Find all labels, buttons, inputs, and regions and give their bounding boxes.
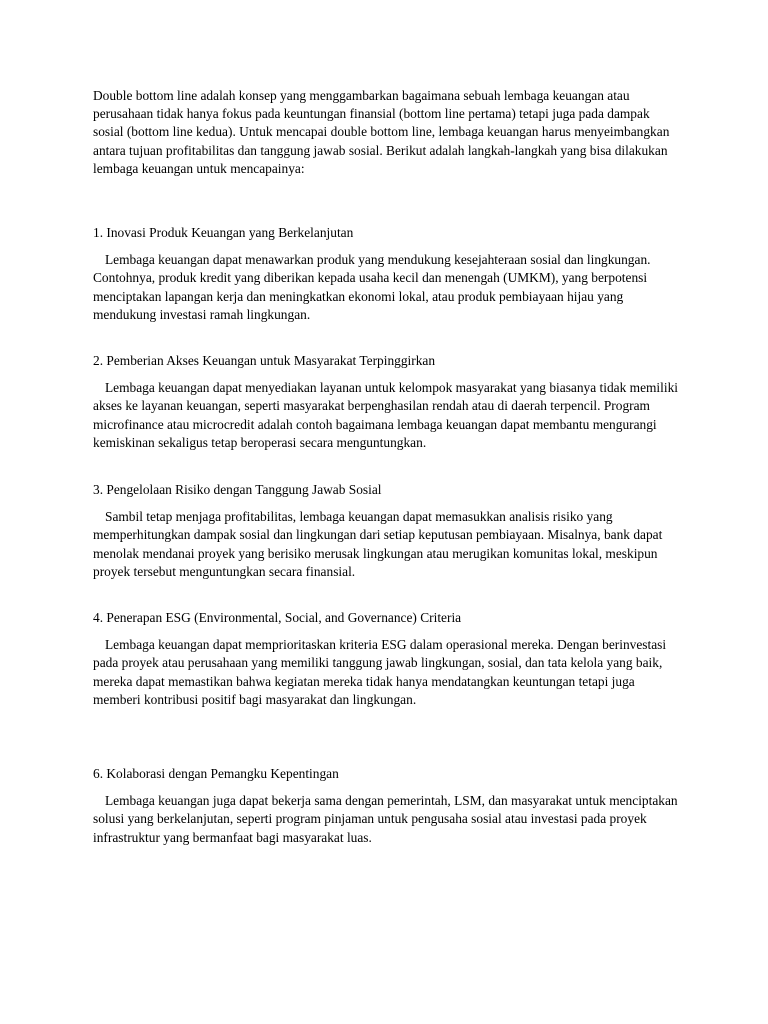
section-body-3: Sambil tetap menjaga profitabilitas, lembaga keuangan dapat memasukkan analisis risiko yang memperhitungkan dampak sosial dan lingkungan dari setiap keputusan pembiayaan. Misalnya, bank dapat menolak mendanai proyek yang berisiko merusak lingkungan atau merugikan komunitas lokal, meskipun proyek tersebut menguntungkan secara finansial.: [93, 509, 663, 579]
section-body-6: Lembaga keuangan juga dapat bekerja sama dengan pemerintah, LSM, dan masyarakat untuk menciptakan solusi yang berkelanjutan, seperti program pinjaman untuk pengusaha sosial atau investasi pada proyek infrastruktur yang bermanfaat bagi masyarakat luas.: [93, 793, 678, 845]
section-body-4: Lembaga keuangan dapat memprioritaskan kriteria ESG dalam operasional mereka. Dengan berinvestasi pada proyek atau perusahaan yang memiliki tanggung jawab lingkungan, sosial, dan tata kelola yang baik, mereka dapat memastikan bahwa kegiatan mereka tidak hanya mendatangkan keuntungan tetapi juga memberi kontribusi positif bagi masyarakat dan lingkungan.: [93, 637, 667, 707]
section-body-2: Lembaga keuangan dapat menyediakan layanan untuk kelompok masyarakat yang biasanya tidak memiliki akses ke layanan keuangan, seperti masyarakat berpenghasilan rendah atau di daerah terpencil. Program microfinance atau microcredit adalah contoh bagaimana lembaga keuangan dapat membantu mengurangi kemiskinan sekaligus tetap beroperasi secara menguntungkan.: [93, 380, 678, 450]
section-body-1: Lembaga keuangan dapat menawarkan produk yang mendukung kesejahteraan sosial dan lingkungan. Contohnya, produk kredit yang diberikan kepada usaha kecil dan menengah (UMKM), yang berpotensi menciptakan lapangan kerja dan meningkatkan ekonomi lokal, atau produk pembiayaan hijau yang mendukung investasi ramah lingkungan.: [93, 252, 651, 322]
document-page: [93, 87, 683, 847]
section-title-6: 6. Kolaborasi dengan Pemangku Kepentingan: [93, 766, 339, 782]
intro-paragraph: Double bottom line adalah konsep yang menggambarkan bagaimana sebuah lembaga keuangan atau perusahaan tidak hanya fokus pada keuntungan finansial (bottom line pertama) tetapi juga pada dampak sosial (bottom line kedua). Untuk mencapai double bottom line, lembaga keuangan harus menyeimbangkan antara tujuan profitabilitas dan tanggung jawab sosial. Berikut adalah langkah-langkah yang bisa dilakukan lembaga keuangan untuk mencapainya:: [93, 88, 670, 176]
section-title-3: 3. Pengelolaan Risiko dengan Tanggung Jawab Sosial: [93, 482, 382, 498]
section-title-2: 2. Pemberian Akses Keuangan untuk Masyarakat Terpinggirkan: [93, 353, 436, 369]
section-title-1: 1. Inovasi Produk Keuangan yang Berkelanjutan: [93, 225, 354, 241]
section-title-4: 4. Penerapan ESG (Environmental, Social, and Governance) Criteria: [93, 610, 462, 626]
